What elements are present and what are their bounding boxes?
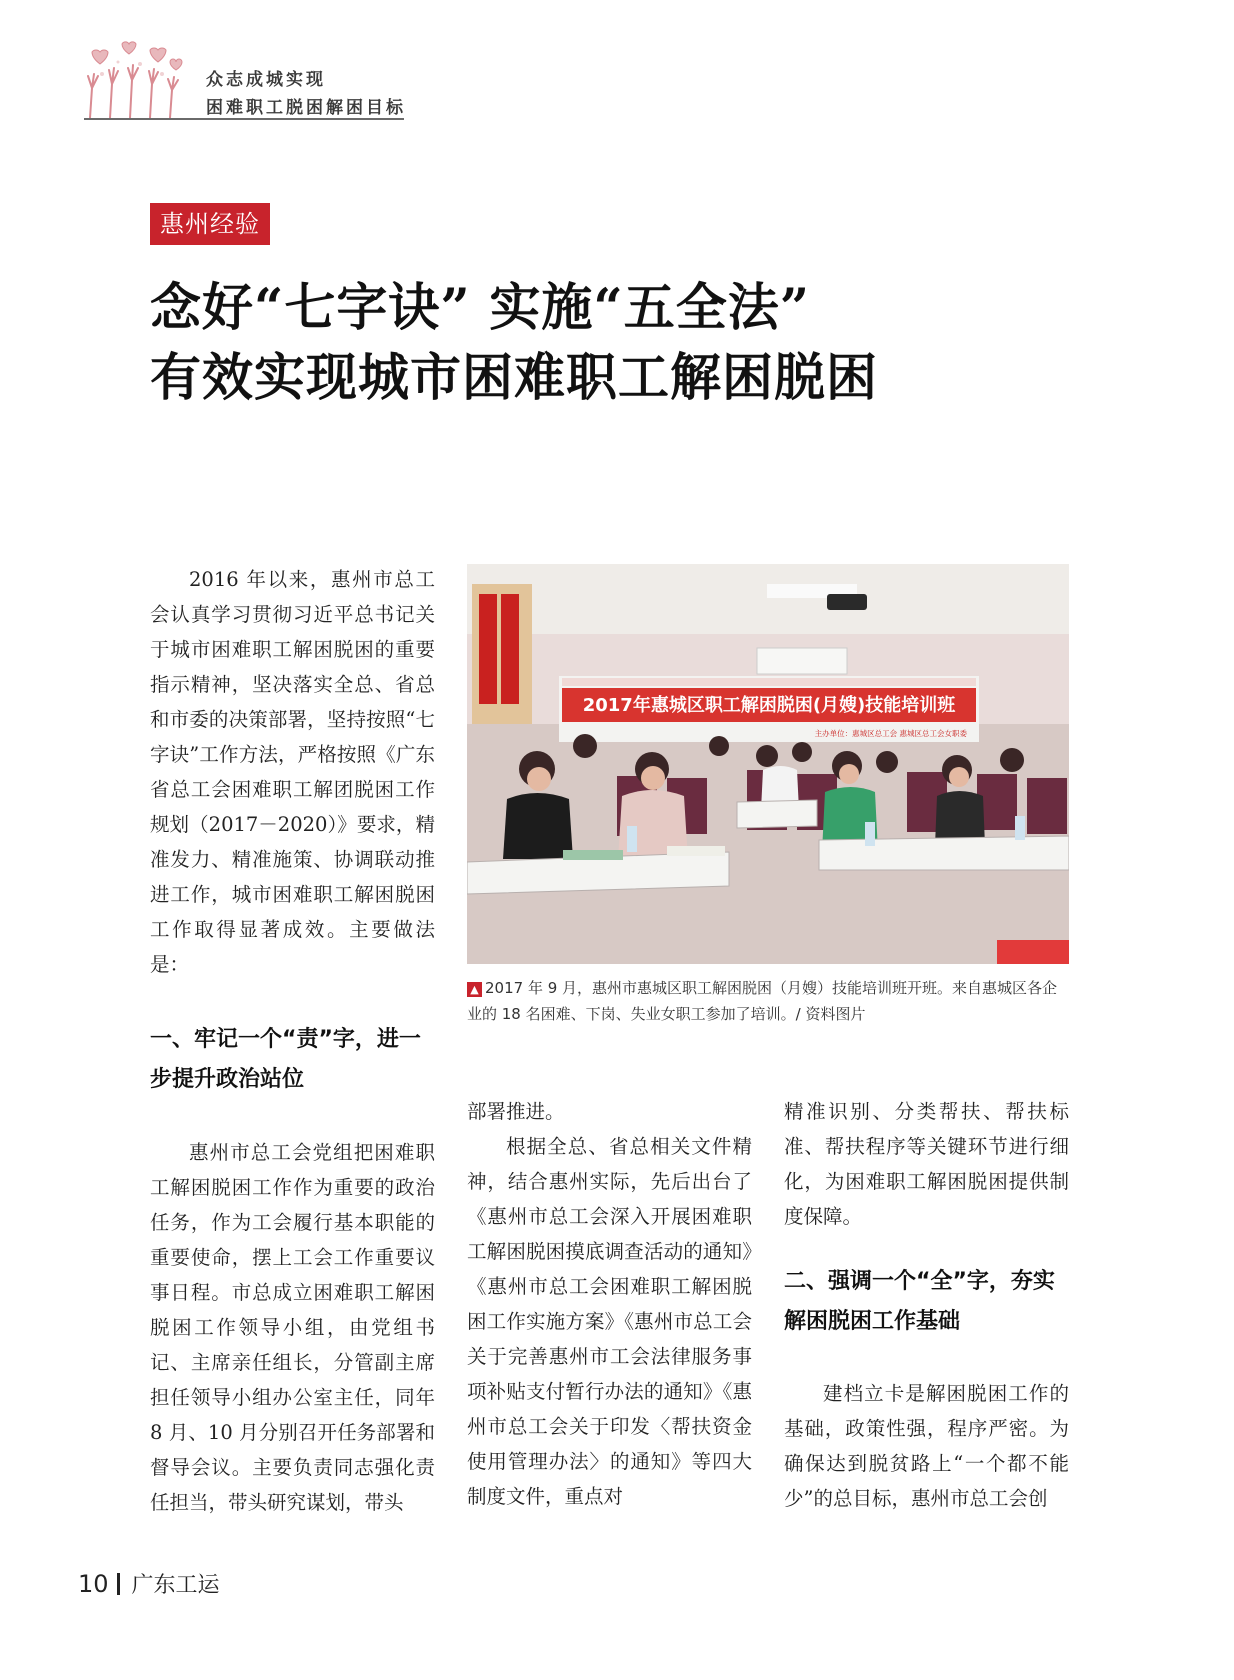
intro-paragraph: 2016 年以来，惠州市总工会认真学习贯彻习近平总书记关于城市困难职工解困脱困的重要指示精神，坚决落实全总、省总和市委的决策部署，坚持按照“七字诀”工作方法，严格按照《广东省总工会困难职工解团脱困工作规划（2017－2020）》要求，精准发力、精准施策、协调联动推进工作，城市困难职工解困脱困工作取得显著成效。主要做法是： <box>150 568 435 976</box>
section-1-heading-block <box>150 1020 435 1100</box>
section-tag: 惠州经验 <box>150 203 270 245</box>
column-2 <box>467 1094 752 1514</box>
section-1-heading: 一、牢记一个“责”字，进一步提升政治站位 <box>150 1027 421 1092</box>
photo-caption <box>467 975 1069 1027</box>
section-2-paragraph-1: 建档立卡是解困脱困工作的基础，政策性强，程序严密。为确保达到脱贫路上“一个都不能少”的总目标，惠州市总工会创 <box>784 1382 1069 1510</box>
section-1-paragraph-2: 根据全总、省总相关文件精神，结合惠州实际，先后出台了《惠州市总工会深入开展困难职工解困脱困摸底调查活动的通知》《惠州市总工会困难职工解困脱困工作实施方案》《惠州市总工会关于完善惠州市工会法律服务事项补贴支付暂行办法的通知》《惠州市总工会关于印发〈帮扶资金使用管理办法〉的通知》等四大制度文件，重点对 <box>467 1135 752 1508</box>
page-number: 10 <box>78 1570 109 1598</box>
header-line-1: 众志成城实现 <box>206 70 326 90</box>
intro-block <box>150 562 435 982</box>
training-class-photo <box>467 564 1069 964</box>
raised-hands-logo <box>78 40 188 118</box>
publication-name: 广东工运 <box>131 1573 220 1598</box>
page-footer <box>78 1568 220 1599</box>
classroom-illustration <box>467 564 1069 964</box>
caption-text: 2017 年 9 月，惠州市惠城区职工解困脱困（月嫂）技能培训班开班。来自惠城区各企业的 18 名困难、下岗、失业女职工参加了培训。/ 资料图片 <box>467 979 1058 1023</box>
section-1-body <box>150 1135 435 1520</box>
column-3-top <box>784 1094 1069 1234</box>
section-1-paragraph-1-continued: 部署推进。 <box>467 1100 565 1123</box>
header-logo <box>78 40 188 118</box>
footer-separator <box>117 1573 120 1595</box>
header-line-2: 困难职工脱困解困目标 <box>206 98 406 118</box>
article-title-line-2: 有效实现城市困难职工解困脱困 <box>150 348 879 408</box>
header-rule <box>84 118 404 120</box>
header-section-title <box>206 66 406 122</box>
banner-title-text: 2017年惠城区职工解困脱困(月嫂)技能培训班 <box>582 695 956 716</box>
article-title-line-1: 念好“七字诀” 实施“五全法” <box>150 278 811 338</box>
section-2-body <box>784 1376 1069 1516</box>
section-2-heading-block <box>784 1262 1069 1342</box>
section-1-paragraph-2-continued: 精准识别、分类帮扶、帮扶标准、帮扶程序等关键环节进行细化，为困难职工解困脱困提供制度保障。 <box>784 1100 1069 1228</box>
banner-subtitle-text: 主办单位：惠城区总工会 惠城区总工会女职委 <box>814 729 967 738</box>
section-2-heading: 二、强调一个“全”字，夯实解困脱困工作基础 <box>784 1269 1055 1334</box>
caption-arrow-icon: ▲ <box>467 982 482 997</box>
section-1-paragraph-1: 惠州市总工会党组把困难职工解困脱困工作作为重要的政治任务，作为工会履行基本职能的重要使命，摆上工会工作重要议事日程。市总成立困难职工解困脱困工作领导小组，由党组书记、主席亲任组长，分管副主席担任领导小组办公室主任，同年 8 月、10 月分别召开任务部署和督导会议。主要负责同志强化责任担当，带头研究谋划，带头 <box>150 1141 435 1514</box>
